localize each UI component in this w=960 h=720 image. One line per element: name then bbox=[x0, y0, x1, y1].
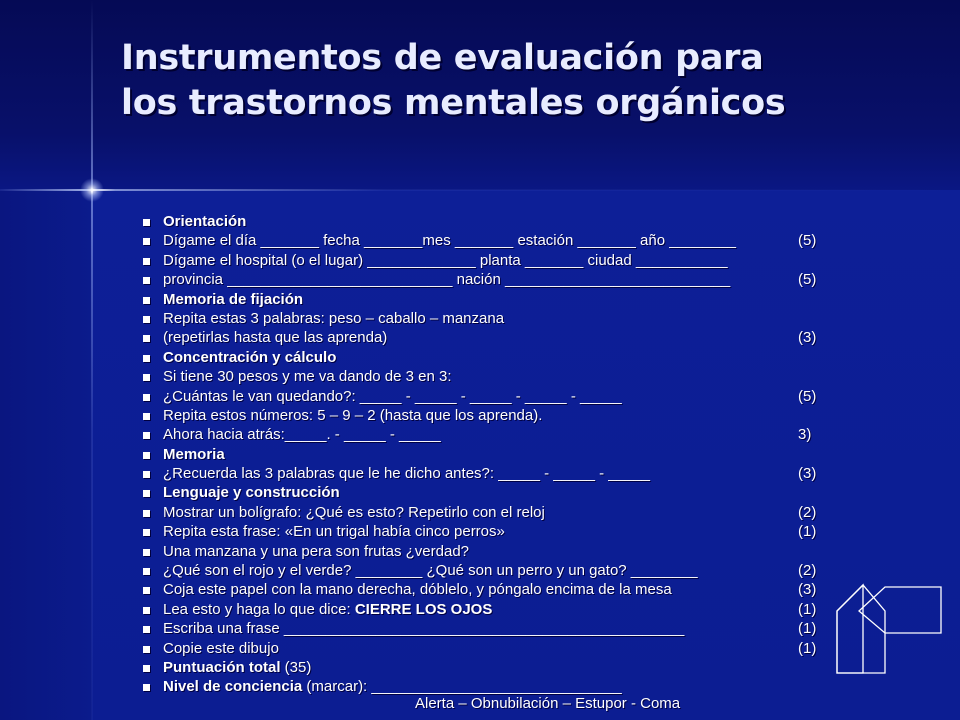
square-bullet-icon bbox=[143, 529, 150, 536]
item-points: (5) bbox=[798, 271, 817, 289]
square-bullet-icon bbox=[143, 549, 150, 556]
item-text bbox=[163, 328, 387, 347]
item-points: (1) bbox=[798, 600, 817, 618]
slide-title bbox=[121, 36, 921, 126]
item-text-main: Si tiene 30 pesos y me va dando de 3 en 3: bbox=[163, 368, 452, 386]
item-points: (3) bbox=[798, 329, 817, 347]
square-bullet-icon bbox=[143, 238, 150, 245]
item-text bbox=[163, 290, 303, 309]
item-text-main: Ahora hacia atrás:_____. - _____ - _____ bbox=[163, 426, 441, 444]
list-item bbox=[0, 367, 880, 386]
square-bullet-icon bbox=[143, 471, 150, 478]
list-item bbox=[0, 328, 880, 347]
item-text-suffix: (35) bbox=[280, 658, 312, 676]
list-item bbox=[0, 406, 880, 425]
list-item bbox=[0, 658, 880, 677]
item-text-main: Puntuación total bbox=[163, 658, 281, 676]
list-item bbox=[0, 639, 880, 658]
list-item bbox=[0, 348, 880, 367]
title-line-1: Instrumentos de evaluación para bbox=[121, 38, 764, 78]
square-bullet-icon bbox=[143, 607, 150, 614]
item-text bbox=[163, 387, 622, 406]
list-item bbox=[0, 522, 880, 541]
list-item bbox=[0, 503, 880, 522]
item-text-main: Dígame el hospital (o el lugar) _____________ planta _______ ciudad ___________ bbox=[163, 251, 728, 269]
item-text bbox=[163, 464, 650, 483]
list-item bbox=[0, 270, 880, 289]
square-bullet-icon bbox=[143, 568, 150, 575]
item-text bbox=[163, 483, 340, 502]
item-text bbox=[163, 309, 504, 328]
item-points: (3) bbox=[798, 581, 817, 599]
list-item bbox=[0, 290, 880, 309]
item-points: (2) bbox=[798, 562, 817, 580]
list-item bbox=[0, 600, 880, 619]
item-points: (3) bbox=[798, 465, 817, 483]
item-points: (5) bbox=[798, 232, 817, 250]
item-points: (2) bbox=[798, 503, 817, 521]
square-bullet-icon bbox=[143, 316, 150, 323]
item-text-main: Lea esto y haga lo que dice: bbox=[163, 600, 355, 618]
item-text-suffix: (marcar): ______________________________ bbox=[302, 678, 622, 696]
overlapping-pentagons-drawing bbox=[835, 583, 945, 683]
item-text bbox=[163, 522, 505, 541]
item-text bbox=[163, 445, 225, 464]
item-points: 3) bbox=[798, 426, 812, 444]
item-text-main: Copie este dibujo bbox=[163, 639, 279, 657]
item-text-main: ¿Qué son el rojo y el verde? ________ ¿Qué son un perro y un gato? ________ bbox=[163, 562, 698, 580]
item-text bbox=[163, 639, 279, 658]
square-bullet-icon bbox=[143, 626, 150, 633]
square-bullet-icon bbox=[143, 258, 150, 265]
item-text-main: provincia ___________________________ nación ___________________________ bbox=[163, 271, 731, 289]
item-text bbox=[163, 542, 469, 561]
square-bullet-icon bbox=[143, 490, 150, 497]
square-bullet-icon bbox=[143, 374, 150, 381]
item-text bbox=[163, 580, 672, 599]
square-bullet-icon bbox=[143, 646, 150, 653]
sparkle-icon bbox=[80, 178, 104, 202]
item-text bbox=[163, 270, 730, 289]
list-item bbox=[0, 231, 880, 250]
item-points: (1) bbox=[798, 523, 817, 541]
item-points: (5) bbox=[798, 387, 817, 405]
item-text bbox=[163, 231, 736, 250]
square-bullet-icon bbox=[143, 452, 150, 459]
item-text bbox=[163, 619, 684, 638]
item-text-main: Escriba una frase ________________________________________________ bbox=[163, 620, 685, 638]
item-text-main: Mostrar un bolígrafo: ¿Qué es esto? Repetirlo con el reloj bbox=[163, 503, 545, 521]
pentagon-left-outline bbox=[837, 585, 885, 673]
square-bullet-icon bbox=[143, 335, 150, 342]
item-text-main: Lenguaje y construcción bbox=[163, 484, 340, 502]
item-text-main: Repita estos números: 5 – 9 – 2 (hasta que los aprenda). bbox=[163, 406, 543, 424]
item-text bbox=[163, 251, 728, 270]
square-bullet-icon bbox=[143, 665, 150, 672]
item-text bbox=[163, 600, 492, 619]
item-text-main: Nivel de conciencia bbox=[163, 678, 303, 696]
item-text bbox=[163, 348, 336, 367]
item-text-main: Coja este papel con la mano derecha, dóblelo, y póngalo encima de la mesa bbox=[163, 581, 672, 599]
list-item bbox=[0, 677, 880, 696]
list-item bbox=[0, 445, 880, 464]
item-text bbox=[163, 425, 441, 444]
item-text-main: Memoria bbox=[163, 445, 225, 463]
list-item bbox=[0, 619, 880, 638]
item-text bbox=[163, 212, 246, 231]
horizontal-light-line bbox=[0, 189, 960, 191]
item-text-main: ¿Cuántas le van quedando?: _____ - _____ - _____ - _____ - _____ bbox=[163, 387, 622, 405]
item-text-main: Repita estas 3 palabras: peso – caballo – manzana bbox=[163, 309, 505, 327]
item-text-main: Memoria de fijación bbox=[163, 290, 304, 308]
item-text-main: Repita esta frase: «En un trigal había cinco perros» bbox=[163, 523, 505, 541]
item-text bbox=[163, 503, 545, 522]
list-item bbox=[0, 561, 880, 580]
list-item bbox=[0, 212, 880, 231]
square-bullet-icon bbox=[143, 394, 150, 401]
item-text bbox=[163, 561, 698, 580]
list-item bbox=[0, 580, 880, 599]
list-item bbox=[0, 483, 880, 502]
item-text-main: Dígame el día _______ fecha _______mes _______ estación _______ año ________ bbox=[163, 232, 736, 250]
square-bullet-icon bbox=[143, 432, 150, 439]
consciousness-options: Alerta – Obnubilación – Estupor - Coma bbox=[415, 695, 681, 712]
item-text-main: Concentración y cálculo bbox=[163, 348, 337, 366]
square-bullet-icon bbox=[143, 277, 150, 284]
list-item bbox=[0, 387, 880, 406]
item-text-main: (repetirlas hasta que las aprenda) bbox=[163, 329, 388, 347]
evaluation-item-list bbox=[0, 212, 880, 697]
list-item bbox=[0, 464, 880, 483]
list-item bbox=[0, 425, 880, 444]
square-bullet-icon bbox=[143, 413, 150, 420]
list-item bbox=[0, 309, 880, 328]
item-points: (1) bbox=[798, 620, 817, 638]
item-text-emphasis: CIERRE LOS OJOS bbox=[354, 600, 493, 618]
square-bullet-icon bbox=[143, 684, 150, 691]
list-item bbox=[0, 542, 880, 561]
item-text-main: ¿Recuerda las 3 palabras que le he dicho antes?: _____ - _____ - _____ bbox=[163, 465, 651, 483]
item-points: (1) bbox=[798, 639, 817, 657]
square-bullet-icon bbox=[143, 510, 150, 517]
title-line-2: los trastornos mentales orgánicos bbox=[121, 83, 786, 123]
item-text-main: Una manzana y una pera son frutas ¿verdad? bbox=[163, 542, 470, 560]
item-text-main: Orientación bbox=[163, 213, 247, 230]
item-text bbox=[163, 367, 452, 386]
item-text bbox=[163, 677, 622, 696]
square-bullet-icon bbox=[143, 219, 150, 226]
item-text bbox=[163, 658, 311, 677]
square-bullet-icon bbox=[143, 297, 150, 304]
square-bullet-icon bbox=[143, 587, 150, 594]
square-bullet-icon bbox=[143, 355, 150, 362]
item-text bbox=[163, 406, 542, 425]
list-item bbox=[0, 251, 880, 270]
